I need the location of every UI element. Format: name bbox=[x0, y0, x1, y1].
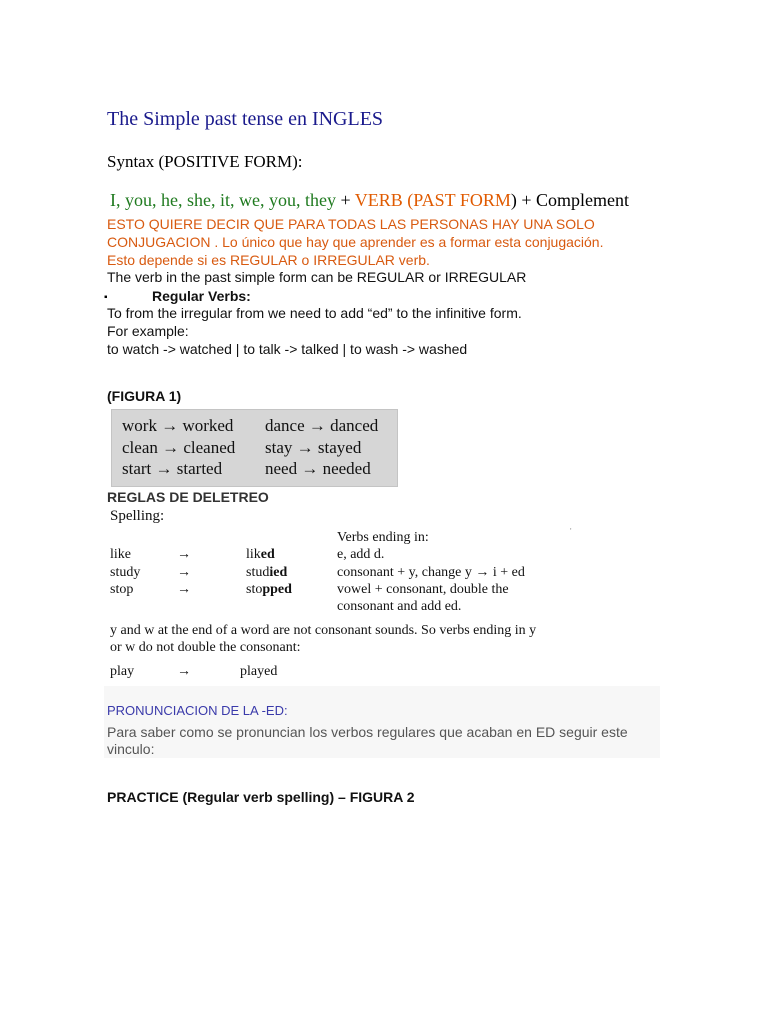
formula-subjects: I, you, he, she, it, we, you, they bbox=[110, 190, 336, 210]
page-title: The Simple past tense en INGLES bbox=[107, 108, 384, 130]
spelling-rule: e, add d. bbox=[337, 547, 385, 562]
spelling-base: stop bbox=[110, 582, 134, 597]
intro-es-line3: Esto depende si es REGULAR o IRREGULAR verb. bbox=[107, 252, 430, 268]
intro-es-line2: CONJUGACION . Lo único que hay que aprender es a formar esta conjugación. bbox=[107, 234, 604, 250]
play-base: play bbox=[110, 664, 135, 679]
formula-verb: VERB (PAST FORM bbox=[354, 190, 511, 210]
arrow-icon: → bbox=[177, 565, 191, 580]
intro-es-line1: ESTO QUIERE DECIR QUE PARA TODAS LAS PERSONAS HAY UNA SOLO bbox=[107, 216, 595, 232]
figura1-row: work → worked bbox=[122, 416, 234, 435]
formula-complement: + Complement bbox=[516, 190, 629, 210]
arrow-icon: → bbox=[177, 547, 191, 562]
reglas-label: REGLAS DE DELETREO bbox=[107, 489, 269, 505]
arrow-icon: → bbox=[177, 664, 191, 679]
figura1-image bbox=[111, 409, 398, 487]
formula-paren: ) bbox=[510, 190, 517, 210]
regular-examples: to watch -> watched | to talk -> talked | to wash -> washed bbox=[107, 341, 468, 357]
spelling-base: study bbox=[110, 565, 141, 580]
scan-mark: ' bbox=[570, 527, 572, 536]
arrow-icon: → bbox=[177, 582, 191, 597]
pronunciacion-title: PRONUNCIACION DE LA -ED: bbox=[107, 703, 288, 718]
pronunciacion-text: Para saber como se pronuncian los verbos regulares que acaban en ED seguir este vinculo: bbox=[107, 724, 628, 757]
spelling-note-line2: or w do not double the consonant: bbox=[110, 640, 301, 655]
spelling-past: stopped bbox=[246, 582, 292, 597]
regular-verbs-heading: Regular Verbs: bbox=[152, 288, 251, 304]
figura1-row: stay → stayed bbox=[265, 438, 362, 457]
practice-heading: PRACTICE (Regular verb spelling) – FIGURA 2 bbox=[107, 789, 415, 805]
regular-line2: For example: bbox=[107, 323, 189, 339]
play-past: played bbox=[240, 664, 278, 679]
verb-forms-line: The verb in the past simple form can be REGULAR or IRREGULAR bbox=[107, 269, 527, 285]
spelling-rule-continued: consonant and add ed. bbox=[337, 599, 462, 614]
figura1-label: (FIGURA 1) bbox=[107, 388, 182, 404]
spelling-past: studied bbox=[246, 565, 288, 580]
spelling-rule: consonant + y, change y → i + ed bbox=[337, 565, 525, 580]
bullet-icon: ▪ bbox=[104, 292, 108, 303]
figura1-row: start → started bbox=[122, 459, 223, 478]
syntax-heading: Syntax (POSITIVE FORM): bbox=[107, 152, 303, 171]
spelling-column-header: Verbs ending in: bbox=[337, 530, 429, 545]
formula-plus: + bbox=[335, 190, 355, 210]
regular-line1: To from the irregular from we need to add “ed” to the infinitive form. bbox=[107, 305, 522, 321]
figura1-row: clean → cleaned bbox=[122, 438, 236, 457]
figura1-row: need → needed bbox=[265, 459, 371, 478]
spelling-base: like bbox=[110, 547, 131, 562]
spelling-note-line1: y and w at the end of a word are not consonant sounds. So verbs ending in y bbox=[110, 623, 537, 638]
spelling-heading: Spelling: bbox=[110, 508, 165, 524]
spelling-past: liked bbox=[246, 547, 275, 562]
figura1-row: dance → danced bbox=[265, 416, 379, 435]
spelling-rule: vowel + consonant, double the bbox=[337, 582, 509, 597]
formula-line bbox=[110, 190, 629, 211]
